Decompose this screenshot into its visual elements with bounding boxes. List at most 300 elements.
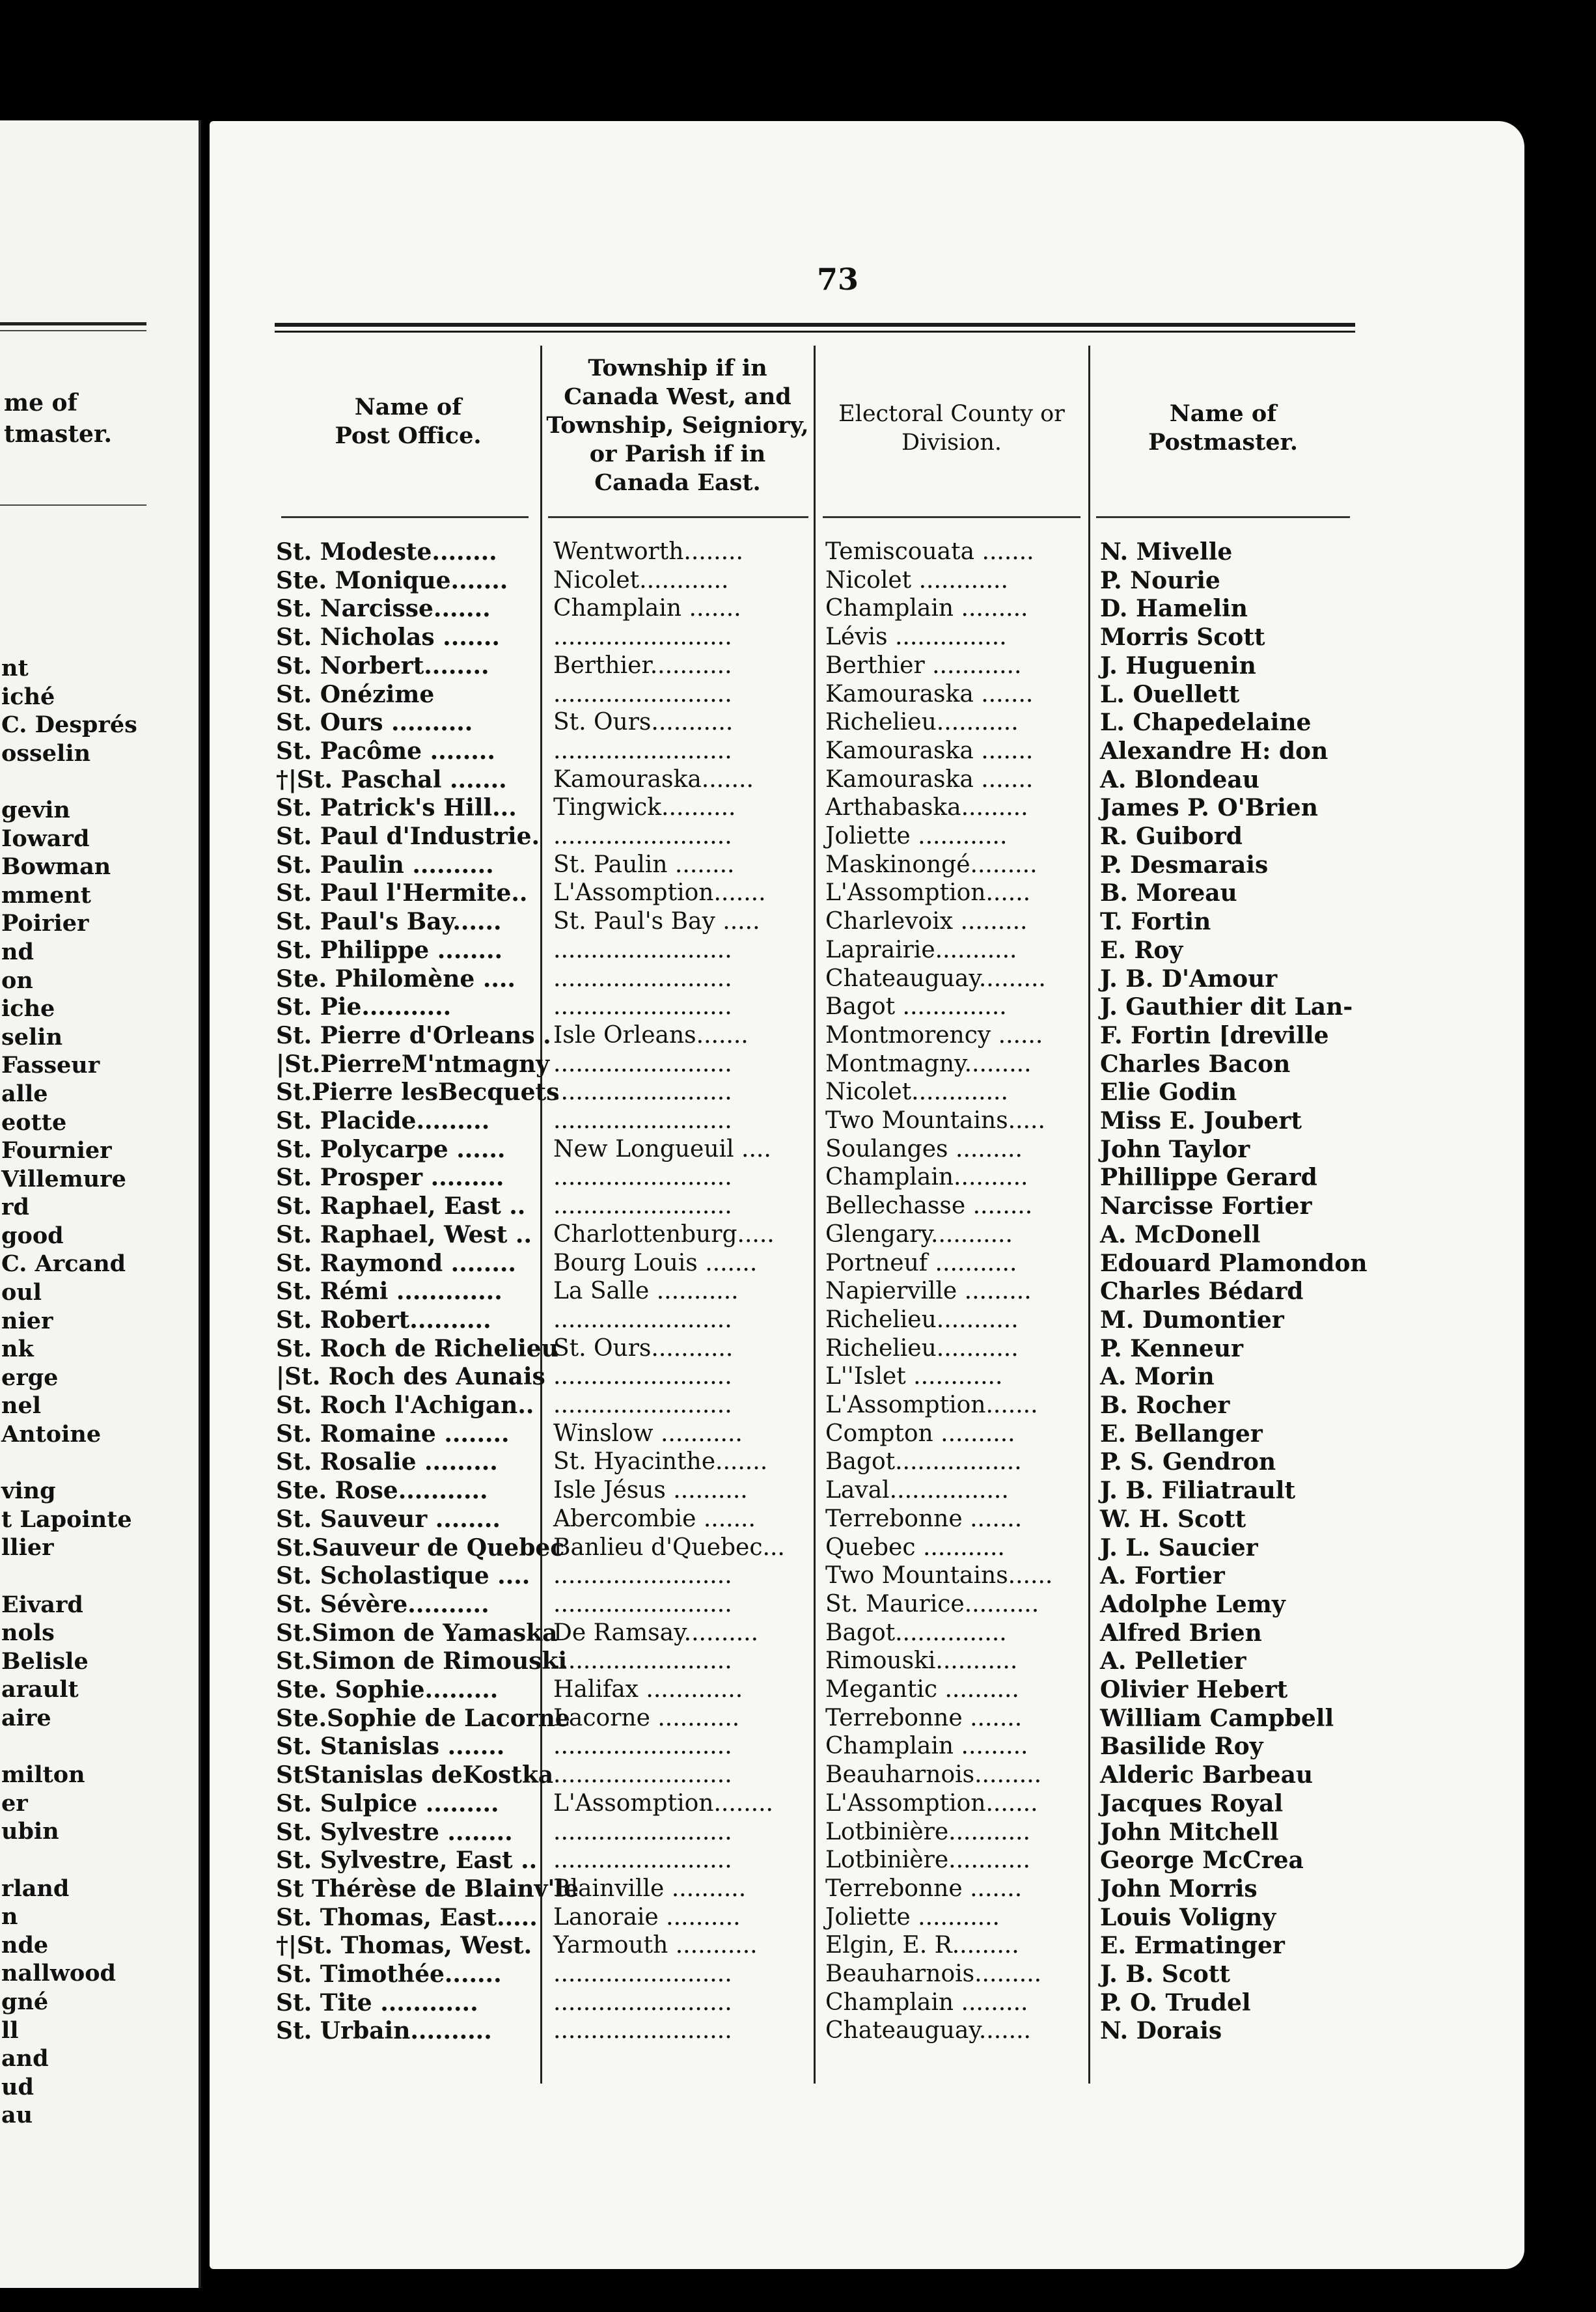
county-cell: L'Assomption....... [825, 1789, 1038, 1817]
post-office-name: St.Simon de Yamaska [276, 1619, 558, 1647]
table-row [210, 1476, 1355, 1505]
county-cell: Richelieu........... [825, 709, 1019, 736]
township-cell: Lanoraie .......... [553, 1903, 741, 1931]
left-page-fragment: nols [1, 1619, 55, 1647]
table-row [210, 1903, 1355, 1932]
left-page-fragment: good [1, 1222, 64, 1249]
county-cell: Montmorency ...... [825, 1021, 1043, 1049]
postmaster-name: William Campbell [1100, 1704, 1334, 1732]
left-page-fragment: Fournier [1, 1137, 112, 1164]
postmaster-name: A. Morin [1100, 1363, 1215, 1391]
post-office-name: St. Raymond ........ [276, 1249, 516, 1277]
post-office-name: St. Rosalie ......... [276, 1448, 498, 1476]
post-office-name: St. Narcisse....... [276, 595, 491, 623]
post-office-name: St. Urbain.......... [276, 2017, 492, 2045]
postmaster-name: Edouard Plamondon [1100, 1249, 1368, 1277]
post-office-name: St. Pie........... [276, 993, 452, 1021]
header-line: Postmaster. [1148, 429, 1298, 456]
post-office-name: St. Raphael, West .. [276, 1220, 532, 1248]
post-office-name: St. Sylvestre, East .. [276, 1847, 538, 1875]
page-number: 73 [816, 262, 859, 297]
county-cell: Two Mountains..... [825, 1107, 1045, 1134]
township-cell: ........................ [553, 823, 732, 849]
table-row [210, 1960, 1355, 1989]
county-cell: Champlain ......... [825, 1733, 1028, 1760]
header-underline [548, 516, 808, 518]
post-office-name: St. Timothée....... [276, 1961, 502, 1988]
county-cell: Soulanges ......... [825, 1135, 1023, 1163]
left-page-fragment: selin [1, 1023, 63, 1051]
post-office-name: St. Raphael, East .. [276, 1192, 526, 1220]
left-page-fragment: n [1, 1903, 18, 1931]
township-cell: Blainville .......... [553, 1875, 747, 1902]
header-underline [1096, 516, 1350, 518]
county-cell: Rimouski........... [825, 1647, 1018, 1675]
post-office-name: St. Patrick's Hill... [276, 794, 517, 822]
post-office-name: St. Romaine ........ [276, 1420, 510, 1448]
top-rule [275, 323, 1355, 327]
township-cell: Bourg Louis ....... [553, 1249, 758, 1276]
township-cell: Banlieu d'Quebec... [553, 1534, 785, 1561]
previous-page-fragment [0, 120, 201, 2288]
postmaster-name: Elie Godin [1100, 1079, 1237, 1107]
postmaster-name: P. S. Gendron [1100, 1448, 1276, 1476]
table-row [210, 1789, 1355, 1818]
postmaster-name: Alexandre H: don [1100, 737, 1328, 765]
left-page-header: me of tmaster. [4, 389, 113, 448]
township-cell: ........................ [553, 936, 732, 963]
table-row [210, 1391, 1355, 1420]
table-row [210, 1334, 1355, 1363]
table-row [210, 1192, 1355, 1220]
left-page-fragment [1, 1846, 137, 1875]
left-page-fragment: on [1, 967, 33, 994]
post-office-name: Ste. Monique....... [276, 566, 508, 594]
table-row [210, 1562, 1355, 1590]
left-page-fragment: C. Arcand [1, 1250, 126, 1278]
header-line: Township, Seigniory, [546, 412, 809, 439]
township-cell: Charlottenburg..... [553, 1220, 775, 1248]
township-cell: St. Paul's Bay ..... [553, 908, 760, 935]
township-cell: ........................ [553, 1306, 732, 1333]
left-page-fragment: aire [1, 1704, 51, 1731]
postmaster-name: Alderic Barbeau [1100, 1761, 1314, 1789]
table-row [210, 1704, 1355, 1733]
township-cell: Halifax ............. [553, 1676, 743, 1703]
county-cell: L'Assomption....... [825, 1392, 1038, 1418]
county-cell: Bellechasse ........ [825, 1192, 1033, 1220]
township-cell: ........................ [553, 624, 732, 651]
left-page-fragment: nk [1, 1336, 34, 1363]
left-page-fragment: erge [1, 1364, 59, 1391]
left-page-fragment: nd [1, 938, 34, 965]
left-page-fragment: t Lapointe [1, 1506, 132, 1533]
postmaster-name: T. Fortin [1100, 908, 1211, 936]
township-cell: Nicolet............ [553, 566, 729, 594]
left-page-fragment: C. Després [1, 711, 137, 739]
table-row [210, 652, 1355, 680]
postmaster-name: A. McDonell [1100, 1220, 1261, 1248]
post-office-name: St. Pacôme ........ [276, 737, 495, 765]
left-page-fragment: gné [1, 1988, 49, 2015]
county-cell: Arthabaska......... [825, 794, 1028, 821]
postmaster-name: Alfred Brien [1100, 1619, 1262, 1647]
left-page-fragment: Ioward [1, 825, 90, 852]
table-row [210, 1590, 1355, 1619]
county-cell: Terrebonne ....... [825, 1875, 1023, 1902]
left-page-fragment [1, 1449, 137, 1478]
postmaster-name: Basilide Roy [1100, 1733, 1263, 1761]
left-page-fragment: Antoine [1, 1421, 102, 1448]
left-page-fragment: oul [1, 1279, 42, 1306]
table-row [210, 566, 1355, 595]
post-office-name: St. Roch l'Achigan.. [276, 1392, 534, 1419]
table-row [210, 1619, 1355, 1647]
township-cell: ........................ [553, 737, 732, 764]
county-cell: Kamouraska ....... [825, 680, 1034, 708]
county-cell: Two Mountains...... [825, 1562, 1053, 1590]
county-cell: Quebec ........... [825, 1534, 1005, 1561]
postmaster-name: George McCrea [1100, 1847, 1304, 1875]
county-cell: Richelieu........... [825, 1306, 1019, 1333]
county-cell: Champlain ......... [825, 1989, 1028, 2016]
county-cell: Glengary........... [825, 1220, 1013, 1248]
table-row [210, 907, 1355, 936]
postmaster-name: J. L. Saucier [1100, 1534, 1258, 1562]
header-line: Division. [901, 430, 1002, 456]
township-cell: De Ramsay.......... [553, 1619, 759, 1646]
post-office-name: Ste.Sophie de Lacorne [276, 1704, 570, 1732]
post-office-name: St. Prosper ......... [276, 1164, 504, 1192]
post-office-name: St. Pierre d'Orleans . [276, 1021, 551, 1049]
post-office-name: St. Paulin .......... [276, 851, 494, 879]
table-row [210, 1818, 1355, 1847]
table-row [210, 737, 1355, 765]
header-post-office [281, 393, 535, 450]
county-cell: Kamouraska ....... [825, 737, 1034, 764]
table-row [210, 879, 1355, 907]
county-cell: Terrebonne ....... [825, 1704, 1023, 1731]
postmaster-name: John Morris [1100, 1875, 1258, 1903]
left-page-fragment: eotte [1, 1108, 67, 1136]
county-cell: Joliette ........... [825, 1903, 1000, 1931]
postmaster-name: James P. O'Brien [1100, 794, 1318, 822]
county-cell: Terrebonne ....... [825, 1505, 1023, 1532]
header-line: Name of [354, 394, 462, 420]
county-cell: Champlain ......... [825, 595, 1028, 622]
post-office-name: St. Norbert........ [276, 652, 489, 680]
county-cell: L''Islet ............ [825, 1363, 1003, 1390]
county-cell: Chateauguay....... [825, 2017, 1031, 2044]
township-cell: ........................ [553, 1363, 732, 1390]
post-office-name: Ste. Philomène .... [276, 965, 516, 993]
left-page-fragment: nallwood [1, 1960, 117, 1987]
county-cell: Bagot .............. [825, 993, 1007, 1021]
township-cell: ........................ [553, 1761, 732, 1789]
postmaster-name: N. Mivelle [1100, 538, 1233, 566]
left-page-fragment: Eivard [1, 1591, 83, 1618]
county-cell: Maskinongé......... [825, 851, 1038, 878]
post-office-name: St. Rémi ............. [276, 1278, 502, 1306]
postmaster-name: Olivier Hebert [1100, 1676, 1288, 1703]
township-cell: ........................ [553, 1847, 732, 1874]
left-page-fragment: mment [1, 881, 91, 909]
left-page-fragment: Villemure [1, 1165, 126, 1192]
county-cell: Laprairie........... [825, 936, 1017, 963]
township-cell: Kamouraska....... [553, 765, 754, 793]
post-office-name: St. Robert.......... [276, 1306, 491, 1334]
postmaster-name: A. Fortier [1100, 1562, 1225, 1590]
postmaster-name: P. Desmarais [1100, 851, 1269, 879]
header-township [543, 354, 812, 497]
table-row [210, 1675, 1355, 1704]
postmaster-name: E. Ermatinger [1100, 1932, 1285, 1960]
left-page-fragment: Poirier [1, 910, 89, 937]
township-cell: Isle Jésus .......... [553, 1477, 748, 1504]
table-row [210, 793, 1355, 822]
township-cell: ........................ [553, 1050, 732, 1077]
left-page-fragment: Bowman [1, 853, 111, 881]
post-office-name: St.Pierre lesBecquets [276, 1079, 560, 1107]
postmaster-name: P. O. Trudel [1100, 1989, 1251, 2016]
postmaster-name: Charles Bédard [1100, 1278, 1304, 1306]
county-cell: Portneuf ........... [825, 1249, 1017, 1276]
postmaster-name: Miss E. Joubert [1100, 1107, 1302, 1135]
table-row [210, 1732, 1355, 1761]
county-cell: Megantic .......... [825, 1676, 1019, 1703]
county-cell: Nicolet............. [825, 1079, 1008, 1106]
left-page-rule [0, 504, 146, 506]
table-row [210, 1220, 1355, 1249]
postmaster-name: John Taylor [1100, 1135, 1250, 1163]
post-office-name: Ste. Rose........... [276, 1477, 488, 1505]
table-row [210, 1135, 1355, 1164]
county-cell: Compton .......... [825, 1420, 1015, 1447]
township-cell: ........................ [553, 2017, 732, 2044]
county-cell: Lotbinière........... [825, 1847, 1030, 1874]
table-row [210, 936, 1355, 965]
post-office-name: St. Sylvestre ........ [276, 1818, 513, 1846]
table-row [210, 765, 1355, 794]
header-line: Electoral County or [838, 401, 1065, 427]
township-cell: Yarmouth ........... [553, 1932, 758, 1959]
postmaster-name: J. Huguenin [1100, 652, 1256, 680]
post-office-name: St. Sulpice ......... [276, 1789, 499, 1817]
table-row [210, 1534, 1355, 1562]
left-page-fragment: Fasseur [1, 1052, 100, 1079]
table-row [210, 1277, 1355, 1306]
township-cell: ........................ [553, 1733, 732, 1760]
township-cell: St. Paulin ........ [553, 851, 735, 878]
postmaster-name: B. Moreau [1100, 879, 1237, 907]
township-cell: New Longueuil .... [553, 1135, 771, 1163]
township-cell: St. Ours........... [553, 709, 734, 736]
postmaster-name: N. Dorais [1100, 2017, 1222, 2045]
left-page-rule [0, 322, 146, 325]
post-office-name: St. Paul l'Hermite.. [276, 879, 528, 907]
township-cell: Wentworth........ [553, 538, 743, 565]
postmaster-name: J. B. D'Amour [1100, 965, 1278, 993]
postmaster-name: J. Gauthier dit Lan- [1100, 993, 1353, 1021]
township-cell: Berthier........... [553, 652, 732, 679]
post-office-name: St. Placide......... [276, 1107, 490, 1135]
left-page-fragment: alle [1, 1080, 48, 1107]
left-page-fragment: nel [1, 1392, 42, 1420]
township-cell: ........................ [553, 1164, 732, 1191]
postmaster-name: J. B. Filiatrault [1100, 1477, 1296, 1505]
table-row [210, 1505, 1355, 1534]
header-line: Name of [1169, 400, 1277, 427]
header-postmaster [1091, 400, 1355, 457]
table-row [210, 1249, 1368, 1278]
left-page-fragment [1, 767, 137, 796]
header-line: Canada East. [594, 469, 761, 496]
county-cell: Montmagny......... [825, 1050, 1032, 1077]
table-row [210, 538, 1355, 566]
post-office-name: St. Nicholas ....... [276, 624, 500, 652]
post-office-name: St.Sauveur de Quebec [276, 1534, 565, 1562]
postmaster-name: A. Pelletier [1100, 1647, 1246, 1675]
left-page-fragment: gevin [1, 796, 70, 823]
post-office-name: Ste. Sophie......... [276, 1676, 499, 1703]
table-row [210, 1989, 1355, 2017]
township-cell: L'Assomption....... [553, 879, 766, 907]
post-office-name: †|St. Paschal ....... [276, 765, 507, 793]
county-cell: Richelieu........... [825, 1334, 1019, 1362]
table-row [210, 993, 1355, 1021]
left-page-fragment: nier [1, 1307, 53, 1334]
postmaster-name: Charles Bacon [1100, 1050, 1291, 1078]
post-office-name: StStanislas deKostka [276, 1761, 554, 1789]
table-row [210, 594, 1355, 623]
left-page-fragment: ving [1, 1478, 56, 1505]
township-cell: ........................ [553, 1647, 732, 1675]
postmaster-name: P. Nourie [1100, 566, 1220, 594]
left-page-fragment: rd [1, 1194, 29, 1221]
post-office-name: St. Modeste........ [276, 538, 497, 566]
township-cell: ........................ [553, 680, 732, 708]
postmaster-name: E. Bellanger [1100, 1420, 1263, 1448]
township-cell: ........................ [553, 1590, 732, 1617]
postmaster-name: Adolphe Lemy [1100, 1590, 1286, 1618]
table-row [210, 1875, 1355, 1903]
post-office-name: St. Onézime [276, 680, 435, 708]
county-cell: Nicolet ............ [825, 566, 1008, 594]
county-cell: Chateauguay......... [825, 965, 1046, 992]
postmaster-name: M. Dumontier [1100, 1306, 1284, 1334]
left-page-fragment: nde [1, 1931, 49, 1959]
postmaster-name: B. Rocher [1100, 1392, 1230, 1419]
township-cell: ........................ [553, 1562, 732, 1590]
county-cell: Elgin, E. R......... [825, 1932, 1019, 1959]
township-cell: L'Assomption........ [553, 1789, 773, 1817]
table-row [210, 851, 1355, 879]
county-cell: Kamouraska ....... [825, 765, 1034, 793]
table-row [210, 1021, 1355, 1050]
county-cell: Beauharnois......... [825, 1761, 1042, 1789]
table-row [210, 623, 1355, 652]
table-row [210, 708, 1355, 737]
header-line: or Parish if in [589, 441, 766, 467]
county-cell: Charlevoix ......... [825, 908, 1028, 935]
post-office-name: St. Philippe ........ [276, 936, 503, 964]
postmaster-name: J. B. Scott [1100, 1961, 1230, 1988]
table-row [210, 1846, 1355, 1875]
township-cell: ........................ [553, 1989, 732, 2016]
postmaster-name: F. Fortin [dreville [1100, 1021, 1329, 1049]
county-cell: L'Assomption...... [825, 879, 1031, 907]
township-cell: ........................ [553, 1392, 732, 1418]
postmaster-name: Narcisse Fortier [1100, 1192, 1312, 1220]
post-office-name: St. Tite ............ [276, 1989, 478, 2016]
township-cell: Lacorne ........... [553, 1704, 740, 1731]
township-cell: ........................ [553, 965, 732, 992]
county-cell: Lévis ............... [825, 624, 1007, 651]
township-cell: St. Hyacinthe....... [553, 1448, 768, 1476]
left-page-fragment: osselin [1, 739, 91, 767]
post-office-name: †|St. Thomas, West. [276, 1932, 532, 1960]
postmaster-name: P. Kenneur [1100, 1334, 1243, 1362]
postmaster-name: L. Ouellett [1100, 680, 1240, 708]
township-cell: Tingwick.......... [553, 794, 736, 821]
postmaster-name: E. Roy [1100, 936, 1183, 964]
left-page-fragment: ud [1, 2073, 34, 2100]
table-row [210, 1448, 1355, 1476]
left-page-fragment: milton [1, 1761, 85, 1789]
post-office-name: St. Ours .......... [276, 709, 473, 737]
post-office-name: St.Simon de Rimouski [276, 1647, 568, 1675]
township-cell: La Salle ........... [553, 1278, 739, 1305]
county-cell: Lotbinière........... [825, 1818, 1030, 1845]
postmaster-name: Louis Voligny [1100, 1903, 1276, 1931]
table-row [210, 1362, 1355, 1391]
header-line: Township if in [588, 355, 767, 381]
postmaster-name: Phillippe Gerard [1100, 1164, 1317, 1192]
county-cell: Temiscouata ....... [825, 538, 1034, 565]
left-page-fragment: nt [1, 655, 29, 681]
left-page-fragments [1, 654, 137, 2130]
left-page-fragment [1, 1562, 137, 1591]
post-office-name: |St. Roch des Aunais [276, 1363, 545, 1391]
header-county [816, 400, 1087, 457]
post-office-name: St. Sauveur ........ [276, 1505, 501, 1533]
left-page-fragment: ll [1, 2016, 19, 2044]
left-page-fragment: and [1, 2045, 49, 2072]
left-page-fragment: rland [1, 1875, 70, 1902]
table-row [210, 1931, 1355, 1960]
county-cell: Champlain.......... [825, 1164, 1028, 1191]
postmaster-name: A. Blondeau [1100, 765, 1259, 793]
township-cell: ........................ [553, 1192, 732, 1220]
post-office-name: St. Paul d'Industrie. [276, 823, 540, 850]
county-cell: Joliette ............ [825, 823, 1008, 849]
county-cell: Bagot................. [825, 1448, 1022, 1476]
table-row [210, 1761, 1355, 1789]
postmaster-name: John Mitchell [1100, 1818, 1279, 1846]
postmaster-name: L. Chapedelaine [1100, 709, 1312, 737]
post-office-name: St. Stanislas ....... [276, 1733, 505, 1761]
left-page-fragment: iché [1, 683, 55, 710]
postmaster-name: Jacques Royal [1100, 1789, 1284, 1817]
post-office-name: St. Paul's Bay...... [276, 908, 502, 936]
left-page-fragment: ubin [1, 1818, 59, 1845]
left-page-fragment: iche [1, 995, 55, 1023]
township-cell: Champlain ....... [553, 595, 741, 622]
post-office-name: St. Scholastique .... [276, 1562, 530, 1590]
township-cell: ........................ [553, 1961, 732, 1987]
county-cell: Laval................ [825, 1477, 1009, 1504]
postmaster-name: W. H. Scott [1100, 1505, 1246, 1533]
